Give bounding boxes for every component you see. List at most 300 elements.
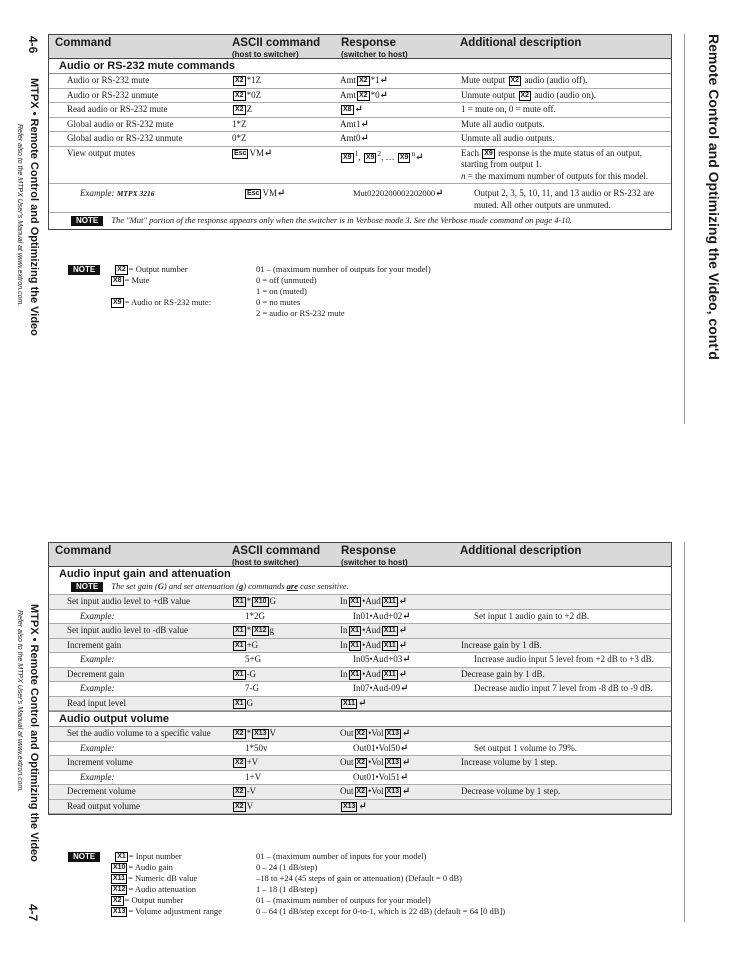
row-command: Decrement gain [67,668,125,679]
resp-text: Out [340,728,354,738]
row-ascii [232,118,340,132]
legend-row [68,264,431,275]
side-subtitle-top: Refer also to the MTPX User's Manual at www.extron.com. [16,124,23,307]
row-description [461,595,671,609]
legend-row [68,286,431,297]
legend-label: = Numeric dB value [128,873,198,883]
legend-row [68,873,505,884]
legend-key [68,873,256,884]
return-icon: ↵ [398,668,408,680]
header-ascii: ASCII command [232,545,321,557]
legend-key [68,286,256,297]
note-emph: are [286,581,299,591]
var-badge: X2 [235,802,244,810]
var-badge: X2 [235,77,244,84]
legend-label: = Output number [124,895,184,905]
row-command: Read input level [67,697,126,708]
return-icon: ↵ [358,697,367,709]
desc-text: Each [461,147,482,158]
row-description: Decrease volume by 1 step. [461,786,561,796]
return-icon: ↵ [398,639,408,651]
return-icon: ↵ [402,610,411,622]
return-icon: ↵ [400,771,409,783]
return-icon: ↵ [358,800,367,812]
legend-row [68,906,505,917]
return-icon: ↵ [400,683,409,694]
var-badge: X2 [356,788,366,795]
table-row [49,89,671,104]
resp-text: *1 [370,75,380,85]
var-badge: X2 [235,91,244,99]
resp-text: •Vol [368,757,384,767]
row-description [461,697,671,711]
header-ascii-sub: (host to switcher) [232,50,299,59]
ascii-text: +G [246,639,259,650]
legend-label: = Output number [128,264,188,274]
legend-key [68,906,256,917]
row-response [340,785,461,799]
var-badge: X11 [113,875,126,882]
return-icon: ↵ [402,728,411,739]
ascii-text: 0*Z [232,133,247,143]
legend-value: 2 = audio or RS-232 mute [256,307,345,318]
var-badge: X9 [343,153,352,161]
ascii-text: G [246,697,254,708]
var-badge: X2 [235,759,244,766]
note-text: The set gain ( [111,581,158,591]
row-ascii [232,74,340,88]
table-row [49,785,671,800]
note-bold: g [238,581,244,591]
example-row [49,653,671,668]
side-title-bottom: MTPX • Remote Control and Optimizing the Video [28,604,40,862]
legend-row [68,275,431,286]
var-badge: X1 [235,627,244,634]
example-response [353,184,474,212]
var-badge: X8 [113,277,122,284]
var-badge: X9 [484,149,493,157]
resp-text: Out01•Vol50 [353,742,400,753]
resp-text: •Aud [362,639,381,650]
legend-value: 01 – (maximum number of outputs for your model) [256,895,431,905]
legend-value: 01 – (maximum number of outputs for your model) [256,264,431,274]
ascii-text: * [246,728,252,738]
row-description [461,132,671,146]
desc-text: audio (audio off). [522,75,588,85]
desc-text: audio (audio on). [532,89,597,100]
ascii-text: G [269,596,277,606]
var-badge: X1 [235,641,244,649]
row-response [340,756,461,770]
desc-n: n [461,170,466,181]
section-title: Audio or RS-232 mute commands [49,59,671,74]
var-badge: X9 [365,153,375,161]
ascii-text: VM [262,188,277,198]
var-badge: X13 [254,730,267,737]
legend-value: 0 = no mutes [256,296,301,307]
legend-value: 0 – 64 (1 dB/step except for 0-to-1, which is 22 dB) (default = 64 [0 dB]) [256,906,506,916]
example-label: Example: [80,742,115,753]
resp-text: In05•Aud+03 [353,654,403,664]
var-badge: X11 [383,670,396,678]
return-icon: ↵ [402,786,411,797]
var-badge: X2 [235,106,244,113]
var-badge: X1 [235,670,244,678]
return-icon: ↵ [398,625,408,636]
esc-key-icon: Esc [234,149,247,157]
resp-text: •Vol [368,728,384,738]
example-label: Example: [80,610,115,621]
page-number-top: 4-6 [26,36,40,54]
row-command: Set the audio volume to a specific value [67,728,211,738]
right-running-title: Remote Control and Optimizing the Video, cont'd [706,34,722,360]
table-row [49,595,671,610]
resp-text: *0 [370,89,380,100]
note-badge: NOTE [68,265,100,275]
table-row [49,624,671,639]
header-additional: Additional description [460,545,582,557]
example-description: Output 2, 3, 5, 10, 11, and 13 audio or RS-232 are muted. All other outputs are unmuted. [474,188,655,210]
header-command: Command [55,545,112,557]
row-description [461,800,671,814]
var-badge: X2 [359,77,368,84]
var-badge: X9 [113,298,122,306]
example-ascii: 7-G [245,683,259,693]
row-ascii [232,595,340,609]
row-command: Set input audio level to +dB value [67,596,191,606]
legend-key [68,275,256,286]
ascii-text: Z [246,104,253,114]
legend-value: 1 – 18 (1 dB/step) [256,884,318,894]
example-text: Example: [80,188,115,198]
var-badge: X1 [350,627,360,634]
table-row [49,132,671,147]
row-response [340,118,461,132]
row-description [461,74,671,88]
page-number-bottom: 4-7 [26,904,40,922]
resp-text: •Aud [362,625,381,635]
row-ascii [232,756,340,770]
example-ascii: 1*50v [245,742,268,753]
row-response [340,697,461,711]
var-badge: X11 [383,641,396,649]
example-description [474,771,671,785]
legend-label: = Input number [128,851,182,861]
return-icon: ↵ [400,742,409,754]
header-response-sub: (switcher to host) [341,558,408,567]
var-badge: X13 [386,759,400,766]
row-command: Increment gain [67,639,122,650]
var-badge: X13 [113,908,126,915]
legend-bottom [68,851,505,917]
example-row [49,184,671,213]
ascii-text: *0Z [246,89,262,100]
resp-text: In [340,639,348,650]
gain-note [49,581,671,595]
desc-text: Unmute output [461,89,518,100]
var-badge: X2 [117,266,126,273]
legend-row [68,895,505,906]
return-icon: ↵ [379,89,388,101]
example-ascii: 5+G [245,654,262,664]
note-text: ) and set attenuation ( [163,581,239,591]
desc-text: Mute all audio outputs. [461,118,545,129]
table-row [49,103,671,118]
var-badge: X12 [113,886,126,893]
var-badge: X2 [359,91,368,99]
var-badge: X1 [350,641,360,649]
var-badge: X1 [350,670,360,678]
legend-row [68,851,505,862]
row-ascii [232,697,340,711]
var-badge: X10 [113,864,126,871]
row-ascii [232,147,340,184]
return-icon: ↵ [415,151,424,163]
return-icon: ↵ [402,654,411,665]
var-badge: X1 [235,699,244,707]
ascii-text: * [246,596,252,606]
note-badge: NOTE [71,582,103,592]
var-badge: X10 [254,598,267,605]
row-ascii [232,727,340,741]
row-description [461,118,671,132]
var-badge: X1 [350,598,360,605]
note-text: ) commands [243,581,287,591]
row-response [340,727,461,741]
table-header [49,35,671,59]
row-response [340,624,461,638]
legend-key [68,862,256,873]
var-badge: X12 [254,627,267,634]
note-bold: G [157,581,164,591]
legend-key [68,308,256,319]
example-label [49,184,245,212]
legend-row [68,862,505,873]
return-icon: ↵ [398,596,408,607]
var-badge: X2 [510,77,520,84]
row-ascii [232,668,340,682]
var-badge: X2 [113,897,122,904]
row-response [340,132,461,146]
resp-text: In [340,625,348,635]
ascii-text: -G [246,668,257,679]
row-command: Read output volume [67,800,140,811]
row-response [340,89,461,103]
resp-sup: 2 [377,148,382,158]
legend-row [68,297,431,308]
example-row [49,742,671,757]
table-row [49,74,671,89]
resp-text: Out [340,786,354,796]
var-badge: X2 [235,788,244,795]
row-description [461,147,671,184]
ascii-text: V [246,800,254,811]
row-ascii [232,785,340,799]
row-command: Decrement volume [67,786,136,796]
note-text: The "Mut" portion of the response appears only when the switcher is in Verbose mode 3. See the Verbose mode command on page 4-10. [111,215,573,225]
var-badge: X2 [356,759,366,766]
row-command: Global audio or RS-232 mute [67,118,174,129]
table-row [49,800,671,815]
section-title: Audio input gain and attenuation [59,568,231,580]
return-icon: ↵ [360,118,369,130]
row-response [340,668,461,682]
ascii-text: g [269,625,275,635]
return-icon: ↵ [276,188,286,199]
header-additional: Additional description [460,37,582,49]
resp-text: Amt1 [340,118,361,129]
var-badge: X8 [343,106,352,113]
example-response [353,771,474,785]
legend-value: 1 = on (muted) [256,286,307,296]
legend-key [68,851,256,862]
legend-value: 0 – 24 (1 dB/step) [256,862,318,872]
example-row [49,610,671,625]
legend-value: –18 to +24 (45 steps of gain or attenuation) (Default = 0 dB) [256,873,462,883]
header-ascii-sub: (host to switcher) [232,558,299,567]
legend-key [68,297,256,308]
example-label: Example: [80,771,115,782]
var-badge: X13 [386,788,400,795]
desc-text: Mute output [461,75,508,85]
var-badge: X13 [386,730,400,737]
row-ascii [232,639,340,653]
ascii-text: 1*Z [232,118,247,129]
resp-text: Out [340,757,354,767]
var-badge: X2 [235,730,244,737]
table-row [49,756,671,771]
row-command: Read audio or RS-232 mute [67,104,168,114]
resp-text: •Vol [368,786,384,796]
side-subtitle-bottom: Refer also to the MTPX User's Manual at www.extron.com. [16,610,23,793]
table-header [49,543,671,567]
legend-row [68,308,431,319]
return-icon: ↵ [360,133,369,144]
row-response [340,147,461,184]
resp-text: In [340,668,348,679]
var-badge: X1 [235,598,244,605]
legend-value: 01 – (maximum number of inputs for your model) [256,851,427,861]
resp-text: In [340,596,348,606]
esc-key-icon: Esc [247,190,260,197]
table-row [49,147,671,185]
row-response [340,74,461,88]
row-command: Audio or RS-232 unmute [67,89,159,100]
row-description: Decrease gain by 1 dB. [461,668,545,679]
side-title-top: MTPX • Remote Control and Optimizing the Video [28,78,40,336]
example-response [353,610,474,624]
var-badge: X2 [356,730,366,737]
resp-text: Mut0220200002202000 [353,188,436,198]
row-ascii [232,624,340,638]
var-badge: X2 [520,91,530,99]
section-title: Audio output volume [49,711,671,727]
mute-commands-table [48,34,672,230]
row-ascii [232,132,340,146]
example-label: Example: [80,683,115,693]
example-model: MTPX 3216 [116,189,155,198]
row-command: Set input audio level to -dB value [67,625,188,635]
row-description [461,727,671,741]
example-ascii: 1*2G [245,610,265,621]
legend-label: = Audio gain [128,862,173,872]
row-command: Global audio or RS-232 unmute [67,133,183,143]
header-command: Command [55,37,112,49]
resp-text: Amt [340,75,357,85]
desc-text: = the maximum number of outputs for this model. [465,170,649,181]
header-response: Response [341,37,396,49]
row-ascii [232,89,340,103]
resp-text: •Aud [362,596,381,606]
resp-text: Amt [340,89,357,100]
resp-text: Amt0 [340,133,361,143]
row-response [340,800,461,814]
row-response [340,595,461,609]
example-row [49,682,671,697]
table-row [49,118,671,133]
table-row [49,639,671,654]
desc-text: 1 = mute on, 0 = mute off. [461,104,556,114]
note-text: case sensitive. [298,581,349,591]
legend-value: 0 = off (unmuted) [256,275,317,285]
var-badge: X11 [383,598,396,605]
return-icon: ↵ [354,104,363,115]
ascii-text: V [269,728,277,738]
example-label: Example: [80,654,115,664]
ascii-text: *1Z [246,75,262,85]
example-ascii [245,184,353,212]
legend-label: = Audio attenuation [128,884,197,894]
resp-sup: 1 [354,148,359,158]
row-description: Increase gain by 1 dB. [461,639,542,650]
row-description [461,103,671,117]
return-icon: ↵ [402,757,411,768]
header-response-sub: (switcher to host) [341,50,408,59]
resp-text: Out01•Vol51 [353,771,400,782]
row-ascii [232,800,340,814]
var-badge: X13 [343,802,356,810]
legend-label: = Audio or RS-232 mute: [124,296,212,307]
audio-gain-volume-table [48,542,672,815]
resp-text: •Aud [362,668,381,679]
table-row [49,727,671,742]
row-description [461,89,671,103]
ascii-text: VM [249,147,264,158]
note-badge: NOTE [71,216,103,226]
row-description: Increase volume by 1 step. [461,757,558,767]
row-ascii [232,103,340,117]
example-description: Set output 1 volume to 79%. [474,742,577,753]
ascii-text: -V [246,786,257,796]
return-icon: ↵ [263,147,273,159]
ascii-text: * [246,625,252,635]
legend-key [68,895,256,906]
var-badge: X11 [383,627,396,634]
right-rule-bottom [684,542,685,922]
var-badge: X9 [399,153,409,161]
legend-key [68,884,256,895]
legend-top [68,264,431,318]
note-badge: NOTE [68,852,100,862]
example-response [353,653,474,667]
return-icon: ↵ [379,75,388,86]
row-response [340,103,461,117]
return-icon: ↵ [435,188,444,199]
resp-sep: , [358,151,361,162]
legend-label: = Volume adjustment range [128,906,222,916]
row-description [461,624,671,638]
var-badge: X1 [117,853,126,860]
